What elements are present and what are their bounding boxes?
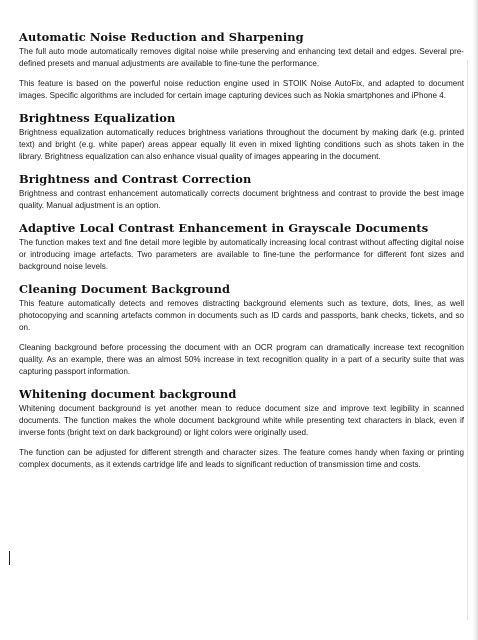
scan-edge-line [467, 60, 468, 620]
section-local-contrast [19, 221, 464, 273]
document-body [19, 30, 464, 480]
section-paragraph: Brightness equalization automatically reduces brightness variations throughout the document by making dark (e.g. printed text) and bright (e.g. white paper) areas appear equally lit even in mixed lighting conditions such as shots taken in the library. Brightness equalization can also enhance visual quality of images appearing in the document. [19, 128, 464, 161]
section-paragraph: Whitening document background is yet another mean to reduce document size and improve text legibility in scanned documents. The function makes the whole document background white while presenting text characters in black, even if inverse fonts (bright text on dark background) or light colors were originally used. [19, 404, 464, 437]
section-paragraph: The function can be adjusted for different strength and character sizes. The feature comes handy when faxing or printing complex documents, as it extends cartridge life and leads to significant reduction of transmission time and costs. [19, 448, 464, 469]
section-paragraph: Brightness and contrast enhancement automatically corrects document brightness and contrast to provide the best image quality. Manual adjustment is an option. [19, 189, 464, 210]
section-paragraph: This feature is based on the powerful noise reduction engine used in STOIK Noise AutoFix, and adapted to document images. Specific algorithms are included for certain image capturing devices such as Nokia smartphones and iPhone 4. [19, 79, 464, 100]
section-heading: Brightness and Contrast Correction [19, 172, 252, 186]
page-edge-shadow [472, 0, 478, 640]
section-paragraph: This feature automatically detects and removes distracting background elements such as texture, dots, lines, as well photocopying and scanning artefacts common in documents such as ID cards and passports, bank checks, tickets, and so on. [19, 299, 464, 332]
text-cursor-mark [9, 551, 10, 565]
section-brightness-equalization [19, 111, 464, 163]
section-paragraph: The function makes text and fine detail more legible by automatically increasing local contrast without affecting digital noise or introducing image artefacts. Two parameters are available to fine-tune the performance for different font sizes and background noise levels. [19, 238, 464, 271]
section-whitening-background [19, 387, 464, 471]
section-heading: Adaptive Local Contrast Enhancement in Grayscale Documents [19, 221, 429, 235]
section-noise-reduction [19, 30, 464, 102]
section-brightness-contrast [19, 172, 464, 212]
section-paragraph: The full auto mode automatically removes digital noise while preserving and enhancing text detail and edges. Several pre-defined presets and manual adjustments are available to fine-tune the performance. [19, 47, 464, 68]
section-heading: Automatic Noise Reduction and Sharpening [19, 30, 304, 44]
section-paragraph: Cleaning background before processing the document with an OCR program can dramatically increase text recognition quality. As an example, there was an almost 50% increase in text recognition quality in a part of a security suite that was capturing passport information. [19, 343, 464, 376]
section-cleaning-background [19, 282, 464, 378]
section-heading: Brightness Equalization [19, 111, 176, 125]
section-heading: Cleaning Document Background [19, 282, 231, 296]
section-heading: Whitening document background [19, 387, 237, 401]
